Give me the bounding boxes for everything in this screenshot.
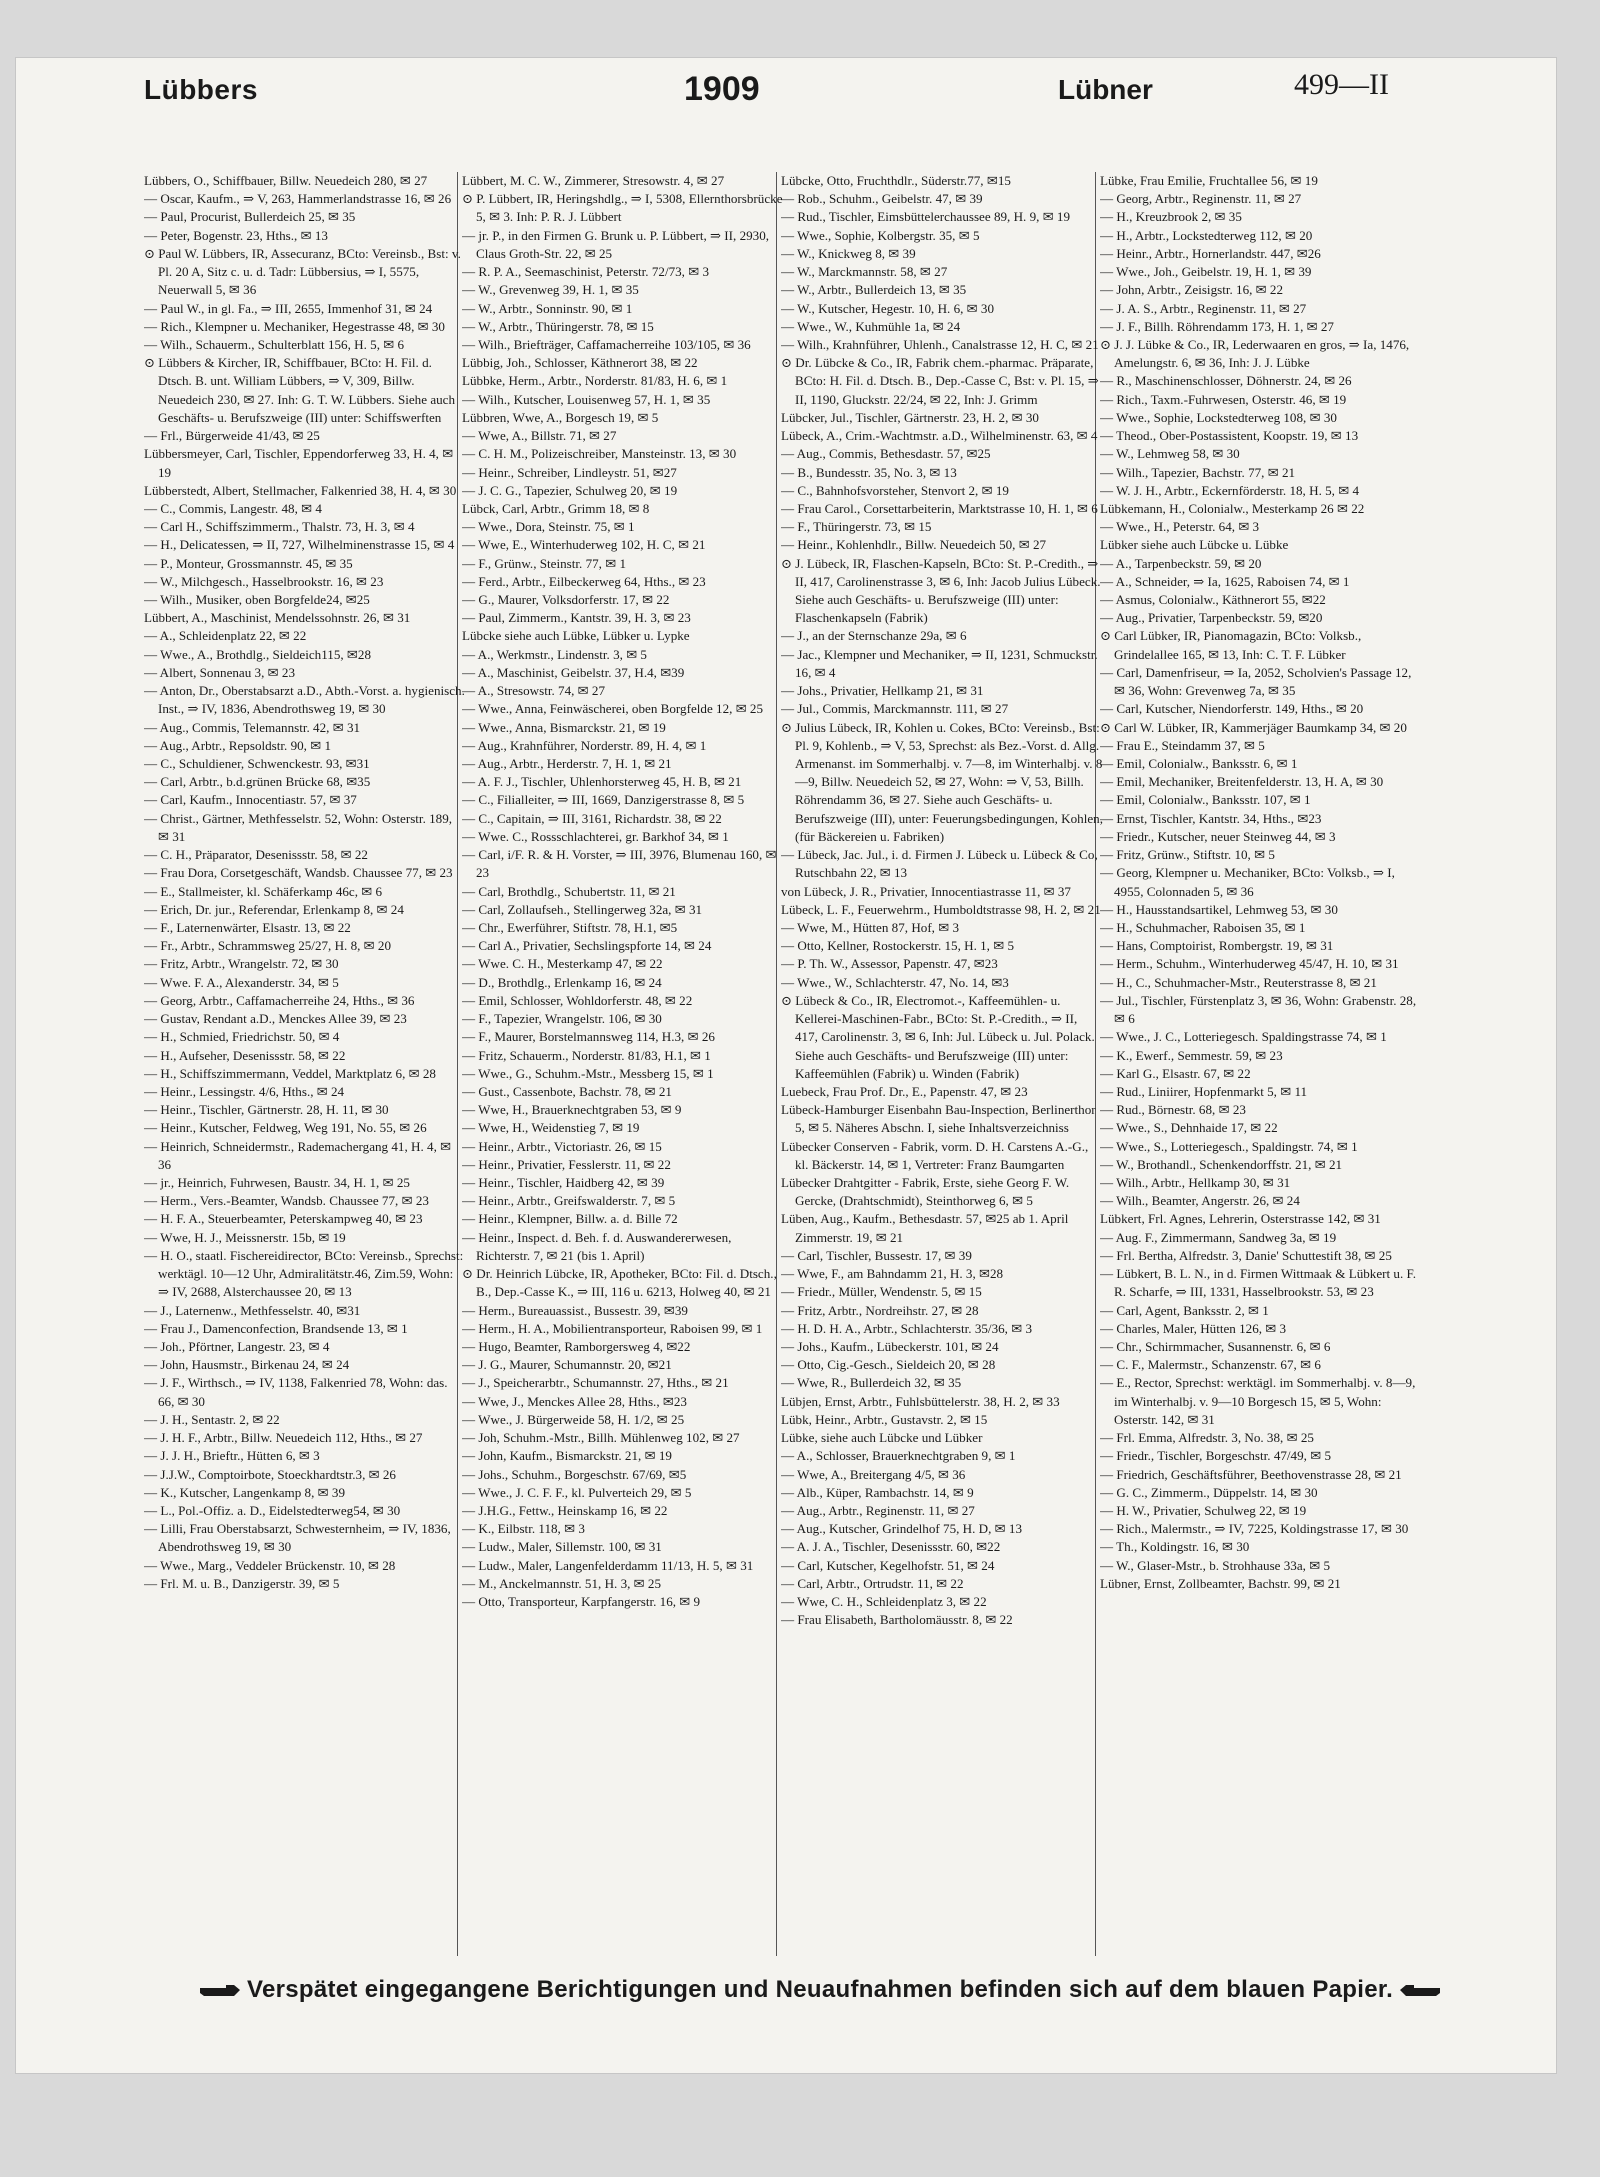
directory-entry: Lübjen, Ernst, Arbtr., Fuhlsbüttelerstr. 38, H. 2, ✉ 33 bbox=[781, 1393, 1060, 1409]
directory-entry: — Wwe, R., Bullerdeich 32, ✉ 35 bbox=[781, 1375, 962, 1391]
directory-entry: — Wwe., W., Kuhmühle 1a, ✉ 24 bbox=[781, 318, 961, 334]
directory-entry: — Carl H., Schiffszimmerm., Thalstr. 73, H. 3, ✉ 4 bbox=[144, 519, 415, 535]
directory-entry: — M., Anckelmannstr. 51, H. 3, ✉ 25 bbox=[462, 1575, 662, 1591]
directory-entry: ⊙ Dr. Lübcke & Co., IR, Fabrik chem.-pharmac. Präparate, BCto: H. Fil. d. Dtsch. B., Dep.-Casse C, Bst: v. Pl. 15, ⇒ II, 1190, Gluckstr. 22/24, ✉ 22, Inh: J. Grimm bbox=[781, 355, 1099, 407]
directory-entry: — Herm., H. A., Mobilientransporteur, Raboisen 99, ✉ 1 bbox=[462, 1320, 763, 1336]
page-footer bbox=[200, 1976, 1394, 2012]
directory-entry: — Lübkert, B. L. N., in d. Firmen Wittmaak & Lübkert u. F. R. Scharfe, ⇒ III, 1331, Hasselbrookstr. 53, ✉ 23 bbox=[1100, 1266, 1417, 1300]
directory-entry: — Frau J., Damenconfection, Brandsende 13, ✉ 1 bbox=[144, 1320, 408, 1336]
directory-entry: — B., Bundesstr. 35, No. 3, ✉ 13 bbox=[781, 464, 957, 480]
directory-entry: — Aug., Arbtr., Herderstr. 7, H. 1, ✉ 21 bbox=[462, 756, 672, 771]
directory-entry: — Wwe., Sophie, Kolbergstr. 35, ✉ 5 bbox=[781, 227, 980, 243]
directory-entry: — Frau E., Steindamm 37, ✉ 5 bbox=[1100, 737, 1265, 753]
directory-entry: — Carl, Tischler, Bussestr. 17, ✉ 39 bbox=[781, 1247, 972, 1263]
directory-entry: — Wilh., Schauerm., Schulterblatt 156, H. 5, ✉ 6 bbox=[144, 336, 405, 352]
directory-entry: Lübeck, L. F., Feuerwehrm., Humboldtstrasse 98, H. 2, ✉ 21 bbox=[781, 901, 1101, 917]
directory-entry: — Herm., Schuhm., Winterhuderweg 45/47, H. 10, ✉ 31 bbox=[1100, 956, 1399, 972]
directory-entry: — Wwe., Dora, Steinstr. 75, ✉ 1 bbox=[462, 519, 635, 535]
directory-entry: — Carl, Kaufm., Innocentiastr. 57, ✉ 37 bbox=[144, 792, 357, 808]
directory-entry: Lübeck-Hamburger Eisenbahn Bau-Inspection, Berlinerthor 5, ✉ 5. Näheres Abschn. I, siehe Inhaltsverzeichniss bbox=[781, 1102, 1096, 1136]
header-year: 1909 bbox=[684, 70, 760, 108]
directory-entry: — W., Grevenweg 39, H. 1, ✉ 35 bbox=[462, 282, 639, 298]
directory-entry: — Anton, Dr., Oberstabsarzt a.D., Abth.-Vorst. a. hygienisch. Inst., ⇒ IV, 1836, Abendrothsweg 19, ✉ 30 bbox=[144, 683, 465, 717]
directory-entry: — Carl A., Privatier, Sechslingspforte 14, ✉ 24 bbox=[462, 938, 712, 954]
directory-column-2 bbox=[462, 172, 784, 1956]
directory-entry: — Otto, Transporteur, Karpfangerstr. 16, ✉ 9 bbox=[462, 1594, 701, 1610]
directory-entry: — Emil, Schlosser, Wohldorferstr. 48, ✉ 22 bbox=[462, 992, 693, 1008]
directory-entry: — Ernst, Tischler, Kantstr. 34, Hths., ✉23 bbox=[1100, 810, 1322, 826]
directory-entry: Lübbers, O., Schiffbauer, Billw. Neuedeich 280, ✉ 27 bbox=[144, 173, 428, 188]
directory-entry: — J., an der Sternschanze 29a, ✉ 6 bbox=[781, 628, 967, 644]
directory-entry: — Alb., Küper, Rambachstr. 14, ✉ 9 bbox=[781, 1484, 974, 1500]
directory-entry: Lübbert, A., Maschinist, Mendelssohnstr. 26, ✉ 31 bbox=[144, 610, 411, 626]
directory-entry: — Heinr., Schreiber, Lindleystr. 51, ✉27 bbox=[462, 464, 677, 480]
directory-entry: Lübkemann, H., Colonialw., Mesterkamp 26 ✉ 22 bbox=[1100, 500, 1365, 516]
directory-entry: — jr., Heinrich, Fuhrwesen, Baustr. 34, H. 1, ✉ 25 bbox=[144, 1175, 410, 1191]
directory-entry: — Rich., Malermstr., ⇒ IV, 7225, Koldingstrasse 17, ✉ 30 bbox=[1100, 1521, 1409, 1537]
directory-entry: — Heinr., Klempner, Billw. a. d. Bille 72 bbox=[462, 1211, 678, 1227]
directory-entry: — Gust., Cassenbote, Bachstr. 78, ✉ 21 bbox=[462, 1083, 672, 1099]
directory-entry: — Wilh., Tapezier, Bachstr. 77, ✉ 21 bbox=[1100, 464, 1296, 480]
footer-notice: Verspätet eingegangene Berichtigungen und Neuaufnahmen befinden sich auf dem blauen Papier. bbox=[246, 1976, 1394, 2003]
page-header bbox=[144, 58, 1394, 112]
directory-entry: — J. H. F., Arbtr., Billw. Neuedeich 112, Hths., ✉ 27 bbox=[144, 1430, 423, 1446]
directory-entry: — Heinr., Tischler, Haidberg 42, ✉ 39 bbox=[462, 1175, 665, 1191]
directory-entry: — Lübeck, Jac. Jul., i. d. Firmen J. Lübeck u. Lübeck & Co, Rutschbahn 22, ✉ 13 bbox=[781, 847, 1098, 881]
directory-entry: ⊙ P. Lübbert, IR, Heringshdlg., ⇒ I, 5308, Ellernthorsbrücke 5, ✉ 3. Inh: P. R. J. Lübbert bbox=[462, 191, 783, 225]
directory-entry: — J. J. H., Brieftr., Hütten 6, ✉ 3 bbox=[144, 1448, 320, 1464]
directory-entry: — Wwe, A., Breitergang 4/5, ✉ 36 bbox=[781, 1466, 966, 1482]
directory-entry: — Wwe., H., Peterstr. 64, ✉ 3 bbox=[1100, 519, 1260, 535]
directory-entry: — Wwe., Anna, Bismarckstr. 21, ✉ 19 bbox=[462, 719, 666, 735]
directory-entry: — W., Arbtr., Thüringerstr. 78, ✉ 15 bbox=[462, 318, 654, 334]
directory-entry: — W., Marckmannstr. 58, ✉ 27 bbox=[781, 264, 948, 280]
header-first-entry: Lübbers bbox=[144, 74, 258, 105]
directory-entry: Luebeck, Frau Prof. Dr., E., Papenstr. 47, ✉ 23 bbox=[781, 1083, 1028, 1099]
directory-entry: — P. Th. W., Assessor, Papenstr. 47, ✉23 bbox=[781, 956, 998, 972]
directory-entry: — Wwe., Joh., Geibelstr. 19, H. 1, ✉ 39 bbox=[1100, 264, 1312, 280]
directory-entry: — C. H., Präparator, Desenissstr. 58, ✉ 22 bbox=[144, 847, 368, 863]
directory-entry: — Wwe., Anna, Feinwäscherei, oben Borgfelde 12, ✉ 25 bbox=[462, 701, 764, 717]
directory-entry: ⊙ J. Lübeck, IR, Flaschen-Kapseln, BCto: St. P.-Credith., ⇒ II, 417, Carolinenstrasse 3, ✉ 6, Inh: Jacob Julius Lübeck. Siehe auch Geschäfts- u. Berufszweige (III) unter: Flaschenkapseln (Fabrik) bbox=[781, 555, 1101, 626]
directory-entry: — Friedrich, Geschäftsführer, Beethovenstrasse 28, ✉ 21 bbox=[1100, 1466, 1402, 1482]
directory-entry: Lübeck, A., Crim.-Wachtmstr. a.D., Wilhelminenstr. 63, ✉ 4 bbox=[781, 428, 1098, 444]
directory-entry: Lübke, siehe auch Lübcke und Lübker bbox=[781, 1430, 983, 1446]
directory-entry: — Heinrich, Schneidermstr., Rademachergang 41, H. 4, ✉ 36 bbox=[144, 1138, 452, 1172]
directory-entry: — H., Arbtr., Lockstedterweg 112, ✉ 20 bbox=[1100, 227, 1313, 243]
directory-entry: — A. J. A., Tischler, Desenissstr. 60, ✉22 bbox=[781, 1539, 1001, 1555]
directory-entry: ⊙ Carl W. Lübker, IR, Kammerjäger Baumkamp 34, ✉ 20 bbox=[1100, 719, 1407, 735]
directory-entry: — A. F. J., Tischler, Uhlenhorsterweg 45, H. B, ✉ 21 bbox=[462, 774, 742, 790]
directory-entry: — K., Eilbstr. 118, ✉ 3 bbox=[462, 1521, 585, 1537]
directory-entry: — J. G., Maurer, Schumannstr. 20, ✉21 bbox=[462, 1357, 672, 1373]
directory-entry: — Otto, Kellner, Rostockerstr. 15, H. 1, ✉ 5 bbox=[781, 938, 1015, 954]
directory-entry: — Fritz, Arbtr., Wrangelstr. 72, ✉ 30 bbox=[144, 956, 339, 972]
directory-entry: — H., Kreuzbrook 2, ✉ 35 bbox=[1100, 209, 1242, 225]
directory-entry: — Wwe., S., Lotteriegesch., Spaldingstr. 74, ✉ 1 bbox=[1100, 1138, 1358, 1154]
directory-entry: — Wilh., Beamter, Angerstr. 26, ✉ 24 bbox=[1100, 1193, 1300, 1209]
directory-entry: — Paul, Zimmerm., Kantstr. 39, H. 3, ✉ 23 bbox=[462, 610, 691, 626]
directory-entry: — R. P. A., Seemaschinist, Peterstr. 72/73, ✉ 3 bbox=[462, 264, 710, 280]
directory-entry: — H., Schmied, Friedrichstr. 50, ✉ 4 bbox=[144, 1029, 340, 1045]
directory-entry: Lübck, Carl, Arbtr., Grimm 18, ✉ 8 bbox=[462, 500, 650, 516]
directory-entry: Lübkert, Frl. Agnes, Lehrerin, Osterstrasse 142, ✉ 31 bbox=[1100, 1211, 1381, 1227]
directory-entry: — Wwe, H., Brauerknechtgraben 53, ✉ 9 bbox=[462, 1102, 682, 1118]
directory-entry: — W., Knickweg 8, ✉ 39 bbox=[781, 245, 916, 261]
directory-entry: Lübcke, Otto, Fruchthdlr., Süderstr.77, ✉15 bbox=[781, 173, 1011, 188]
directory-entry: — Johs., Privatier, Hellkamp 21, ✉ 31 bbox=[781, 683, 984, 699]
directory-entry: — Johs., Kaufm., Lübeckerstr. 101, ✉ 24 bbox=[781, 1339, 999, 1354]
directory-entry: — Carl, Kutscher, Kegelhofstr. 51, ✉ 24 bbox=[781, 1557, 995, 1573]
directory-entry: — Lilli, Frau Oberstabsarzt, Schwesternheim, ⇒ IV, 1836, Abendrothsweg 19, ✉ 30 bbox=[144, 1521, 451, 1555]
directory-entry: — W., Milchgesch., Hasselbrookstr. 16, ✉ 23 bbox=[144, 573, 384, 589]
directory-entry: — Wwe., W., Schlachterstr. 47, No. 14, ✉3 bbox=[781, 974, 1009, 990]
directory-column-1 bbox=[144, 172, 466, 1956]
directory-entry: — A., Maschinist, Geibelstr. 37, H.4, ✉39 bbox=[462, 664, 685, 680]
directory-entry: — Aug., Krahnführer, Norderstr. 89, H. 4, ✉ 1 bbox=[462, 737, 707, 753]
directory-entry: — Wwe, C. H., Schleidenplatz 3, ✉ 22 bbox=[781, 1594, 987, 1610]
directory-entry: — W., Arbtr., Sonninstr. 90, ✉ 1 bbox=[462, 300, 633, 316]
directory-entry: — A., Schleidenplatz 22, ✉ 22 bbox=[144, 628, 307, 644]
directory-entry: — F., Thüringerstr. 73, ✉ 15 bbox=[781, 519, 932, 535]
directory-entry: Lübke, Frau Emilie, Fruchtallee 56, ✉ 19 bbox=[1100, 173, 1318, 188]
directory-entry: — Wwe., A., Brothdlg., Sieldeich115, ✉28 bbox=[144, 646, 371, 662]
directory-entry: — Heinr., Arbtr., Hornerlandstr. 447, ✉26 bbox=[1100, 245, 1321, 261]
directory-entry: — Wwe, J., Menckes Allee 28, Hths., ✉23 bbox=[462, 1393, 687, 1409]
directory-entry: — Friedr., Kutscher, neuer Steinweg 44, ✉ 3 bbox=[1100, 828, 1336, 844]
directory-entry: — Ludw., Maler, Langenfelderdamm 11/13, H. 5, ✉ 31 bbox=[462, 1557, 754, 1573]
directory-entry: — Friedr., Tischler, Borgeschstr. 47/49, ✉ 5 bbox=[1100, 1448, 1331, 1464]
directory-entry: — Rud., Liniirer, Hopfenmarkt 5, ✉ 11 bbox=[1100, 1083, 1308, 1099]
directory-entry: ⊙ Julius Lübeck, IR, Kohlen u. Cokes, BCto: Vereinsb., Bst: Pl. 9, Kohlenb., ⇒ V, 53, Sprechst: als Bez.-Vorst. d. Allg. Armenanst. im Sommerhalbj. v. 7—8, im Winterhalbj. v. 8—9, Billw. Neuedeich 52, ✉ 27, Wohn: ⇒ V, 53, Billh. Röhrendamm 36, ✉ 27. Siehe auch Geschäfts- u. Berufszweige (III), unter: Feuerungsbedingungen, Kohlen, (für Bäckereien u. Fabriken) bbox=[781, 719, 1103, 844]
directory-entry: — Wilh., Briefträger, Caffamacherreihe 103/105, ✉ 36 bbox=[462, 336, 751, 352]
pointing-hand-icon bbox=[1400, 1984, 1440, 1998]
directory-entry: — J., Speicherarbtr., Schumannstr. 27, Hths., ✉ 21 bbox=[462, 1375, 729, 1391]
directory-entry: — Carl, Arbtr., b.d.grünen Brücke 68, ✉35 bbox=[144, 774, 371, 790]
directory-entry: — Wwe., J. C., Lotteriegesch. Spaldingstrasse 74, ✉ 1 bbox=[1100, 1029, 1387, 1045]
directory-entry: — Paul W., in gl. Fa., ⇒ III, 2655, Immenhof 31, ✉ 24 bbox=[144, 300, 433, 316]
directory-entry: ⊙ Carl Lübker, IR, Pianomagazin, BCto: Volksb., Grindelallee 165, ✉ 13, Inh: C. T. F. Lübker bbox=[1100, 628, 1362, 662]
directory-entry: — A., Tarpenbeckstr. 59, ✉ 20 bbox=[1100, 555, 1262, 571]
directory-entry: — Joh, Schuhm.-Mstr., Billh. Mühlenweg 102, ✉ 27 bbox=[462, 1430, 740, 1446]
directory-entry: von Lübeck, J. R., Privatier, Innocentiastrasse 11, ✉ 37 bbox=[781, 883, 1071, 899]
directory-entry: — Herm., Vers.-Beamter, Wandsb. Chaussee 77, ✉ 23 bbox=[144, 1193, 429, 1209]
directory-entry: — A., Stresowstr. 74, ✉ 27 bbox=[462, 683, 606, 699]
directory-entry: — Heinr., Arbtr., Victoriastr. 26, ✉ 15 bbox=[462, 1138, 662, 1154]
directory-entry: — A., Werkmstr., Lindenstr. 3, ✉ 5 bbox=[462, 646, 647, 662]
directory-entry: — Albert, Sonnenau 3, ✉ 23 bbox=[144, 664, 295, 680]
directory-entry: — Carl, Damenfriseur, ⇒ Ia, 2052, Scholvien's Passage 12, ✉ 36, Wohn: Grevenweg 7a, ✉ 35 bbox=[1100, 664, 1412, 699]
directory-entry: — A., Schlosser, Brauerknechtgraben 9, ✉ 1 bbox=[781, 1448, 1016, 1464]
directory-entry: — Heinr., Privatier, Fesslerstr. 11, ✉ 22 bbox=[462, 1156, 671, 1172]
directory-entry: — Frl. Emma, Alfredstr. 3, No. 38, ✉ 25 bbox=[1100, 1430, 1314, 1446]
pointing-hand-icon bbox=[200, 1984, 240, 1998]
directory-entry: — Fritz, Schauerm., Norderstr. 81/83, H.1, ✉ 1 bbox=[462, 1047, 711, 1063]
directory-entry: — Heinr., Lessingstr. 4/6, Hths., ✉ 24 bbox=[144, 1083, 345, 1099]
directory-entry: — R., Maschinenschlosser, Döhnerstr. 24, ✉ 26 bbox=[1100, 373, 1352, 389]
directory-entry: — Georg, Arbtr., Caffamacherreihe 24, Hths., ✉ 36 bbox=[144, 992, 415, 1008]
directory-entry: — P., Monteur, Grossmannstr. 45, ✉ 35 bbox=[144, 555, 353, 571]
directory-entry: — Frl. Bertha, Alfredstr. 3, Danie' Schuttestift 38, ✉ 25 bbox=[1100, 1247, 1392, 1263]
directory-entry: — W. J. H., Arbtr., Eckernförderstr. 18, H. 5, ✉ 4 bbox=[1100, 482, 1359, 498]
directory-entry: Lübbert, M. C. W., Zimmerer, Stresowstr. 4, ✉ 27 bbox=[462, 173, 725, 188]
directory-entry: — H. W., Privatier, Schulweg 22, ✉ 19 bbox=[1100, 1502, 1307, 1518]
directory-entry: — Wwe, H., Weidenstieg 7, ✉ 19 bbox=[462, 1120, 640, 1136]
directory-entry: — Christ., Gärtner, Methfesselstr. 52, Wohn: Osterstr. 189, ✉ 31 bbox=[144, 810, 453, 844]
directory-entry: — Rich., Klempner u. Mechaniker, Hegestrasse 48, ✉ 30 bbox=[144, 318, 445, 334]
directory-entry: — Chr., Schirmmacher, Susannenstr. 6, ✉ 6 bbox=[1100, 1339, 1331, 1354]
directory-entry: — Carl, Kutscher, Niendorferstr. 149, Hths., ✉ 20 bbox=[1100, 701, 1364, 717]
directory-entry: — W., Lehmweg 58, ✉ 30 bbox=[1100, 446, 1240, 462]
directory-entry: — C., Filialleiter, ⇒ III, 1669, Danzigerstrasse 8, ✉ 5 bbox=[462, 792, 745, 808]
directory-entry: Lübecker Drahtgitter - Fabrik, Erste, siehe Georg F. W. Gercke, (Drahtschmidt), Steinthorweg 6, ✉ 5 bbox=[781, 1175, 1070, 1209]
directory-entry: — Wwe., Marg., Veddeler Brückenstr. 10, ✉ 28 bbox=[144, 1557, 396, 1573]
directory-entry: Lübk, Heinr., Arbtr., Gustavstr. 2, ✉ 15 bbox=[781, 1411, 988, 1427]
directory-entry: — H., Schuhmacher, Raboisen 35, ✉ 1 bbox=[1100, 919, 1306, 935]
directory-entry: — Aug., Kutscher, Grindelhof 75, H. D, ✉ 13 bbox=[781, 1521, 1023, 1537]
directory-entry: — Wwe, E., Winterhuderweg 102, H. C, ✉ 21 bbox=[462, 537, 706, 553]
directory-entry: — Paul, Procurist, Bullerdeich 25, ✉ 35 bbox=[144, 209, 356, 225]
directory-entry: — Ferd., Arbtr., Eilbeckerweg 64, Hths., ✉ 23 bbox=[462, 573, 706, 589]
directory-entry: — H. F. A., Steuerbeamter, Peterskampweg 40, ✉ 23 bbox=[144, 1211, 423, 1227]
directory-entry: — Wwe, A., Billstr. 71, ✉ 27 bbox=[462, 428, 617, 444]
directory-entry: Lübner, Ernst, Zollbeamter, Bachstr. 99, ✉ 21 bbox=[1100, 1575, 1341, 1591]
directory-entry: — Jul., Tischler, Fürstenplatz 3, ✉ 36, Wohn: Grabenstr. 28, ✉ 6 bbox=[1100, 992, 1417, 1027]
directory-entry: — Wwe., G., Schuhm.-Mstr., Messberg 15, ✉ 1 bbox=[462, 1065, 714, 1081]
directory-entry: — Frau Elisabeth, Bartholomäusstr. 8, ✉ 22 bbox=[781, 1612, 1013, 1628]
directory-entry: — Frau Carol., Corsettarbeiterin, Marktstrasse 10, H. 1, ✉ 6 bbox=[781, 500, 1098, 516]
directory-entry: — W., Brothandl., Schenkendorffstr. 21, ✉ 21 bbox=[1100, 1156, 1343, 1172]
directory-entry: — C., Commis, Langestr. 48, ✉ 4 bbox=[144, 500, 322, 516]
directory-entry: — jr. P., in den Firmen G. Brunk u. P. Lübbert, ⇒ II, 2930, Claus Groth-Str. 22, ✉ 25 bbox=[462, 227, 770, 261]
directory-column-4 bbox=[1100, 172, 1422, 1956]
directory-entry: — F., Maurer, Borstelmannsweg 114, H.3, ✉ 26 bbox=[462, 1029, 715, 1045]
directory-entry: — Fritz, Arbtr., Nordreihstr. 27, ✉ 28 bbox=[781, 1302, 979, 1318]
directory-entry: — Charles, Maler, Hütten 126, ✉ 3 bbox=[1100, 1320, 1287, 1336]
directory-entry: Lüben, Aug., Kaufm., Bethesdastr. 57, ✉25 ab 1. April Zimmerstr. 19, ✉ 21 bbox=[781, 1211, 1069, 1245]
directory-entry: Lübbren, Wwe, A., Borgesch 19, ✉ 5 bbox=[462, 409, 659, 425]
directory-entry: — Th., Koldingstr. 16, ✉ 30 bbox=[1100, 1539, 1250, 1555]
directory-entry: — Asmus, Colonialw., Käthnerort 55, ✉22 bbox=[1100, 592, 1326, 608]
directory-entry: ⊙ J. J. Lübke & Co., IR, Lederwaaren en gros, ⇒ Ia, 1476, Amelungstr. 6, ✉ 36, Inh: J. J. Lübke bbox=[1100, 336, 1410, 371]
directory-entry: — Aug. F., Zimmermann, Sandweg 3a, ✉ 19 bbox=[1100, 1229, 1337, 1245]
directory-entry: — John, Kaufm., Bismarckstr. 21, ✉ 19 bbox=[462, 1448, 672, 1464]
directory-entry: Lübcke siehe auch Lübke, Lübker u. Lypke bbox=[462, 628, 690, 644]
directory-entry: — Fritz, Grünw., Stiftstr. 10, ✉ 5 bbox=[1100, 847, 1275, 863]
directory-entry: — Karl G., Elsastr. 67, ✉ 22 bbox=[1100, 1065, 1251, 1081]
directory-entry: Lübker siehe auch Lübcke u. Lübke bbox=[1100, 537, 1289, 553]
directory-entry: — Carl, Brothdlg., Schubertstr. 11, ✉ 21 bbox=[462, 883, 676, 899]
directory-entry: — Otto, Cig.-Gesch., Sieldeich 20, ✉ 28 bbox=[781, 1357, 996, 1373]
directory-entry: — F., Laternenwärter, Elsastr. 13, ✉ 22 bbox=[144, 919, 351, 935]
directory-entry: Lübbke, Herm., Arbtr., Norderstr. 81/83, H. 6, ✉ 1 bbox=[462, 373, 728, 389]
directory-entry: — Rud., Tischler, Eimsbüttelerchaussee 89, H. 9, ✉ 19 bbox=[781, 209, 1071, 225]
directory-entry: — Heinr., Kutscher, Feldweg, Weg 191, No. 55, ✉ 26 bbox=[144, 1120, 427, 1136]
directory-entry: — Aug., Commis, Bethesdastr. 57, ✉25 bbox=[781, 446, 991, 462]
directory-entry: Lübberstedt, Albert, Stellmacher, Falkenried 38, H. 4, ✉ 30 bbox=[144, 482, 457, 498]
directory-entry: — Wwe., Sophie, Lockstedterweg 108, ✉ 30 bbox=[1100, 409, 1337, 425]
directory-entry: — Wilh., Arbtr., Hellkamp 30, ✉ 31 bbox=[1100, 1175, 1291, 1191]
directory-entry: — Wwe. C., Rossschlachterei, gr. Barkhof 34, ✉ 1 bbox=[462, 828, 729, 844]
directory-entry: — Heinr., Inspect. d. Beh. f. d. Auswandererwesen, Richterstr. 7, ✉ 21 (bis 1. April) bbox=[462, 1229, 732, 1263]
directory-entry: — J.J.W., Comptoirbote, Stoeckhardtstr.3, ✉ 26 bbox=[144, 1466, 396, 1482]
directory-entry: — Wilh., Kutscher, Louisenweg 57, H. 1, ✉ 35 bbox=[462, 391, 711, 407]
directory-entry: — C., Bahnhofsvorsteher, Stenvort 2, ✉ 19 bbox=[781, 482, 1009, 498]
directory-entry: — Wwe., S., Dehnhaide 17, ✉ 22 bbox=[1100, 1120, 1278, 1136]
directory-entry: Lübecker Conserven - Fabrik, vorm. D. H. Carstens A.-G., kl. Bäckerstr. 14, ✉ 1, Vertreter: Franz Baumgarten bbox=[781, 1138, 1089, 1172]
directory-entry: — Emil, Mechaniker, Breitenfelderstr. 13, H. A, ✉ 30 bbox=[1100, 774, 1384, 790]
directory-entry: — Hans, Comptoirist, Rombergstr. 19, ✉ 31 bbox=[1100, 938, 1334, 954]
directory-entry: — Aug., Privatier, Tarpenbeckstr. 59, ✉20 bbox=[1100, 610, 1323, 626]
directory-entry: — Wwe., J. Bürgerweide 58, H. 1/2, ✉ 25 bbox=[462, 1411, 685, 1427]
directory-entry: — K., Kutscher, Langenkamp 8, ✉ 39 bbox=[144, 1484, 345, 1500]
directory-entry: — J. C. G., Tapezier, Schulweg 20, ✉ 19 bbox=[462, 482, 678, 498]
directory-entry: — Gustav, Rendant a.D., Menckes Allee 39, ✉ 23 bbox=[144, 1011, 407, 1027]
directory-entry: — C. F., Malermstr., Schanzenstr. 67, ✉ 6 bbox=[1100, 1357, 1321, 1373]
directory-entry: — Joh., Pförtner, Langestr. 23, ✉ 4 bbox=[144, 1339, 330, 1354]
directory-entry: — Hugo, Beamter, Ramborgersweg 4, ✉22 bbox=[462, 1339, 691, 1354]
directory-entry: — J., Laternenw., Methfesselstr. 40, ✉31 bbox=[144, 1302, 361, 1318]
directory-entry: ⊙ Dr. Heinrich Lübcke, IR, Apotheker, BCto: Fil. d. Dtsch., B., Dep.-Casse K., ⇒ III, 116 u. 6213, Holweg 40, ✉ 21 bbox=[462, 1266, 777, 1300]
directory-entry: — H., Schiffszimmermann, Veddel, Marktplatz 6, ✉ 28 bbox=[144, 1065, 436, 1081]
directory-entry: ⊙ Paul W. Lübbers, IR, Assecuranz, BCto: Vereinsb., Bst: v. Pl. 20 A, Sitz c. u. d. Tadr: Lübbersius, ⇒ I, 5575, Neuerwall 5, ✉ 36 bbox=[144, 245, 461, 298]
directory-entry: — J. F., Billh. Röhrendamm 173, H. 1, ✉ 27 bbox=[1100, 318, 1334, 334]
directory-entry: — J. A. S., Arbtr., Reginenstr. 11, ✉ 27 bbox=[1100, 300, 1307, 316]
directory-entry: — Frl., Bürgerweide 41/43, ✉ 25 bbox=[144, 428, 320, 444]
directory-entry: — Rob., Schuhm., Geibelstr. 47, ✉ 39 bbox=[781, 191, 983, 207]
header-last-entry: Lübner bbox=[1058, 74, 1153, 105]
directory-entry: — Wwe., J. C. F. F., kl. Pulverteich 29, ✉ 5 bbox=[462, 1484, 692, 1500]
directory-entry: — C., Schuldiener, Schwenckestr. 93, ✉31 bbox=[144, 756, 370, 771]
directory-entry: — J. H., Sentastr. 2, ✉ 22 bbox=[144, 1411, 280, 1427]
directory-entry: — Jul., Commis, Marckmannstr. 111, ✉ 27 bbox=[781, 701, 1009, 717]
directory-entry: — Johs., Schuhm., Borgeschstr. 67/69, ✉5 bbox=[462, 1466, 687, 1482]
directory-entry: — W., Glaser-Mstr., b. Strohhause 33a, ✉ 5 bbox=[1100, 1557, 1331, 1573]
directory-entry: — Ludw., Maler, Sillemstr. 100, ✉ 31 bbox=[462, 1539, 662, 1555]
directory-entry: Lübbersmeyer, Carl, Tischler, Eppendorferweg 33, H. 4, ✉ 19 bbox=[144, 446, 454, 480]
directory-entry: — Jac., Klempner und Mechaniker, ⇒ II, 1231, Schmuckstr. 16, ✉ 4 bbox=[781, 646, 1098, 680]
directory-entry: — D., Brothdlg., Erlenkamp 16, ✉ 24 bbox=[462, 974, 662, 990]
directory-entry: — Wwe, M., Hütten 87, Hof, ✉ 3 bbox=[781, 919, 960, 935]
directory-entry: — Carl, Agent, Banksstr. 2, ✉ 1 bbox=[1100, 1302, 1269, 1318]
directory-entry: — Frau Dora, Corsetgeschäft, Wandsb. Chaussee 77, ✉ 23 bbox=[144, 865, 453, 881]
directory-entry: — G. C., Zimmerm., Düppelstr. 14, ✉ 30 bbox=[1100, 1484, 1318, 1500]
directory-entry: Lübcker, Jul., Tischler, Gärtnerstr. 23, H. 2, ✉ 30 bbox=[781, 409, 1039, 425]
directory-entry: — Frl. M. u. B., Danzigerstr. 39, ✉ 5 bbox=[144, 1575, 340, 1591]
directory-entry: — F., Grünw., Steinstr. 77, ✉ 1 bbox=[462, 555, 627, 571]
directory-entry: — Erich, Dr. jur., Referendar, Erlenkamp 8, ✉ 24 bbox=[144, 901, 404, 917]
directory-entry: — Wwe, F., am Bahndamm 21, H. 3, ✉28 bbox=[781, 1266, 1004, 1282]
directory-entry: — F., Tapezier, Wrangelstr. 106, ✉ 30 bbox=[462, 1011, 662, 1027]
directory-entry: — Carl, Zollaufseh., Stellingerweg 32a, ✉ 31 bbox=[462, 901, 703, 917]
directory-entry: — Wilh., Krahnführer, Uhlenh., Canalstrasse 12, H. C, ✉ 21 bbox=[781, 336, 1099, 352]
directory-entry: — E., Rector, Sprechst: werktägl. im Sommerhalbj. v. 8—9, im Winterhalbj. v. 9—10 Borgesch 15, ✉ 5, Wohn: Osterstr. 142, ✉ 31 bbox=[1100, 1375, 1416, 1427]
directory-entry: — John, Arbtr., Zeisigstr. 16, ✉ 22 bbox=[1100, 282, 1284, 298]
directory-entry: — W., Kutscher, Hegestr. 10, H. 6, ✉ 30 bbox=[781, 300, 995, 316]
directory-entry: — Carl, Arbtr., Ortrudstr. 11, ✉ 22 bbox=[781, 1575, 964, 1591]
page-number: 499—II bbox=[1294, 68, 1389, 101]
directory-entry: — Carl, i/F. R. & H. Vorster, ⇒ III, 3976, Blumenau 160, ✉ 23 bbox=[462, 847, 777, 881]
directory-entry: — E., Stallmeister, kl. Schäferkamp 46c, ✉ 6 bbox=[144, 883, 383, 899]
directory-entry: — J.H.G., Fettw., Heinskamp 16, ✉ 22 bbox=[462, 1502, 668, 1518]
directory-entry: — Herm., Bureauassist., Bussestr. 39, ✉39 bbox=[462, 1302, 688, 1318]
directory-entry: — Oscar, Kaufm., ⇒ V, 263, Hammerlandstrasse 16, ✉ 26 bbox=[144, 191, 452, 207]
directory-entry: — A., Schneider, ⇒ Ia, 1625, Raboisen 74, ✉ 1 bbox=[1100, 573, 1350, 589]
directory-entry: ⊙ Lübeck & Co., IR, Electromot.-, Kaffeemühlen- u. Kellerei-Maschinen-Fabr., BCto: St. P.-Credith., ⇒ II, 417, Carolinenstr. 3, ✉ 6, Inh: Jul. Lübeck u. Jul. Polack. Siehe auch Geschäfts- und Berufszweige (III) unter: Kaffeemühlen (Fabrik) u. Winden (Fabrik) bbox=[781, 992, 1095, 1081]
directory-entry: — C. H. M., Polizeischreiber, Mansteinstr. 13, ✉ 30 bbox=[462, 446, 737, 462]
directory-entry: — L., Pol.-Offiz. a. D., Eidelstedterweg54, ✉ 30 bbox=[144, 1502, 401, 1518]
directory-column-3 bbox=[781, 172, 1103, 1956]
directory-entry: — Fr., Arbtr., Schrammsweg 25/27, H. 8, ✉ 20 bbox=[144, 938, 392, 954]
directory-entry: — Rud., Börnestr. 68, ✉ 23 bbox=[1100, 1102, 1246, 1118]
directory-entry: Lübbig, Joh., Schlosser, Käthnerort 38, ✉ 22 bbox=[462, 355, 698, 371]
directory-entry: — H., Delicatessen, ⇒ II, 727, Wilhelminenstrasse 15, ✉ 4 bbox=[144, 537, 455, 553]
directory-entry: — Rich., Taxm.-Fuhrwesen, Osterstr. 46, ✉ 19 bbox=[1100, 391, 1347, 407]
directory-entry: — Chr., Ewerführer, Stiftstr. 78, H.1, ✉5 bbox=[462, 919, 678, 935]
directory-entry: — Wilh., Musiker, oben Borgfelde24, ✉25 bbox=[144, 592, 370, 608]
directory-entry: — C., Capitain, ⇒ III, 3161, Richardstr. 38, ✉ 22 bbox=[462, 810, 722, 826]
directory-entry: — Wwe, H. J., Meissnerstr. 15b, ✉ 19 bbox=[144, 1229, 346, 1245]
directory-entry: — Heinr., Kohlenhdlr., Billw. Neuedeich 50, ✉ 27 bbox=[781, 537, 1047, 553]
directory-entry: — G., Maurer, Volksdorferstr. 17, ✉ 22 bbox=[462, 592, 670, 608]
directory-entry: — Emil, Colonialw., Banksstr. 107, ✉ 1 bbox=[1100, 792, 1311, 808]
directory-entry: ⊙ Lübbers & Kircher, IR, Schiffbauer, BCto: H. Fil. d. Dtsch. B. unt. William Lübbers, ⇒ V, 309, Billw. Neuedeich 230, ✉ 27. Inh: G. T. W. Lübbers. Siehe auch Geschäfts- u. Berufszweige (III) unter: Schiffswerften bbox=[144, 355, 456, 425]
directory-entry: — Aug., Commis, Telemannstr. 42, ✉ 31 bbox=[144, 719, 361, 735]
directory-entry: — K., Ewerf., Semmestr. 59, ✉ 23 bbox=[1100, 1047, 1283, 1063]
directory-entry: — H. D. H. A., Arbtr., Schlachterstr. 35/36, ✉ 3 bbox=[781, 1320, 1033, 1336]
directory-entry: — Aug., Arbtr., Reginenstr. 11, ✉ 27 bbox=[781, 1502, 975, 1518]
directory-entry: — Georg, Klempner u. Mechaniker, BCto: Volksb., ⇒ I, 4955, Colonnaden 5, ✉ 36 bbox=[1100, 865, 1395, 899]
directory-entry: — Aug., Arbtr., Repsoldstr. 90, ✉ 1 bbox=[144, 737, 332, 753]
directory-entry: — H. O., staatl. Fischereidirector, BCto: Vereinsb., Sprechst: werktägl. 10—12 Uhr, Admiralitätstr.46, Zim.59, Wohn: ⇒ IV, 2688, Alsterchaussee 20, ✉ 13 bbox=[144, 1247, 464, 1300]
directory-entry: — Heinr., Arbtr., Greifswalderstr. 7, ✉ 5 bbox=[462, 1193, 676, 1209]
directory-entry: — John, Hausmstr., Birkenau 24, ✉ 24 bbox=[144, 1357, 350, 1373]
directory-entry: — H., C., Schuhmacher-Mstr., Reuterstrasse 8, ✉ 21 bbox=[1100, 974, 1377, 990]
directory-entry: — W., Arbtr., Bullerdeich 13, ✉ 35 bbox=[781, 282, 967, 298]
directory-entry: — H., Aufseher, Desenissstr. 58, ✉ 22 bbox=[144, 1047, 346, 1063]
directory-entry: — Peter, Bogenstr. 23, Hths., ✉ 13 bbox=[144, 227, 328, 243]
directory-entry: — Georg, Arbtr., Reginenstr. 11, ✉ 27 bbox=[1100, 191, 1302, 207]
directory-entry: — Friedr., Müller, Wendenstr. 5, ✉ 15 bbox=[781, 1284, 982, 1300]
directory-entry: — Emil, Colonialw., Banksstr. 6, ✉ 1 bbox=[1100, 756, 1298, 771]
directory-entry: — J. F., Wirthsch., ⇒ IV, 1138, Falkenried 78, Wohn: das. 66, ✉ 30 bbox=[144, 1375, 448, 1409]
directory-entry: — H., Hausstandsartikel, Lehmweg 53, ✉ 30 bbox=[1100, 901, 1338, 917]
directory-entry: — Theod., Ober-Postassistent, Koopstr. 19, ✉ 13 bbox=[1100, 428, 1359, 444]
directory-entry: — Heinr., Tischler, Gärtnerstr. 28, H. 11, ✉ 30 bbox=[144, 1102, 389, 1118]
directory-entry: — Wwe. F. A., Alexanderstr. 34, ✉ 5 bbox=[144, 974, 339, 990]
directory-entry: — Wwe. C. H., Mesterkamp 47, ✉ 22 bbox=[462, 956, 663, 972]
